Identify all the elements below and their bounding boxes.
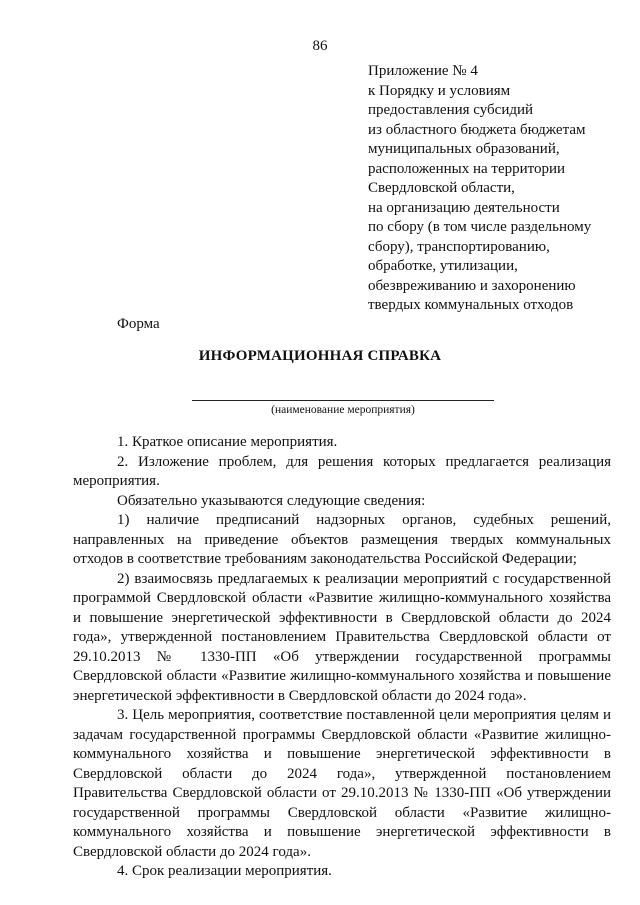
appendix-line: по сбору (в том числе раздельному [368,219,592,235]
body-paragraph: 1. Краткое описание мероприятия. [117,434,338,450]
body-paragraph: 2) взаимосвязь предлагаемых к реализации мероприятий с государственной программой Свердловской области «Развитие жилищно-коммунального хозяйства и повышение энергетической эффективности в Свердловской области до 2024 года», утвержденной постановлением Правительства Свердловской области от 29.10.2013 № 1330-ПП «Об утверждении государственной программы Свердловской области «Развитие жилищно-коммунального хозяйства и повышение энергетической эффективности в Свердловской области до 2024 года». [73,570,611,704]
page-number: 86 [312,38,328,54]
body-paragraph: 2. Изложение проблем, для решения которых предлагается реализация мероприятия. [73,453,611,489]
body-paragraph: Обязательно указываются следующие сведения: [117,492,426,509]
appendix-line: Свердловской области, [368,180,515,196]
appendix-line: на организацию деятельности [368,199,560,216]
appendix-line: расположенных на территории [368,160,566,177]
form-label: Форма [117,316,160,332]
appendix-line: сбору), транспортированию, [368,238,550,255]
appendix-line: твердых коммунальных отходов [368,297,574,313]
document-title: ИНФОРМАЦИОННАЯ СПРАВКА [198,348,442,364]
body-paragraph: 1) наличие предписаний надзорных органов, судебных решений, направленных на приведение объектов размещения твердых коммунальных отходов в соответствие требованиям законодательства Российской Федерации; [73,512,611,567]
body-paragraph: 4. Срок реализации мероприятия. [117,863,332,879]
appendix-line: обезвреживанию и захоронению [368,277,576,294]
appendix-line: Приложение № 4 [368,63,478,79]
appendix-line: обработке, утилизации, [368,258,518,274]
document-body [73,433,611,882]
appendix-line: предоставления субсидий [368,102,534,118]
body-paragraph: 3. Цель мероприятия, соответствие поставленной цели мероприятия целям и задачам государственной программы Свердловской области «Развитие жилищно-коммунального хозяйства и повышение энергетической эффективности в Свердловской области до 2024 года», утвержденной постановлением Правительства Свердловской области от 29.10.2013 № 1330-ПП «Об утверждении государственной программы Свердловской области «Развитие жилищно-коммунального хозяйства и повышение энергетической эффективности в Свердловской области до 2024 года». [73,707,611,860]
measure-name-caption: (наименование мероприятия) [271,404,415,416]
appendix-header [368,62,628,316]
appendix-line: из областного бюджета бюджетам [368,121,586,138]
appendix-line: к Порядку и условиям [368,82,511,99]
measure-name-line [192,400,494,401]
appendix-line: муниципальных образований, [368,141,560,157]
